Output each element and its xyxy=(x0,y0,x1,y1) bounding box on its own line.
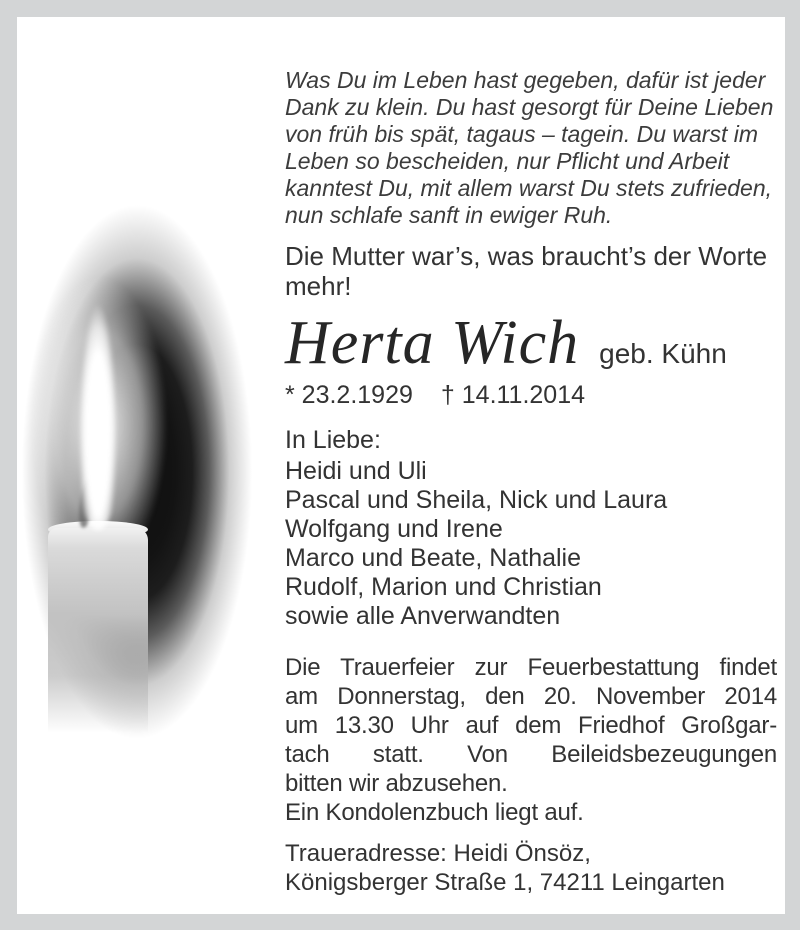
death-date: † 14.11.2014 xyxy=(440,381,586,409)
deceased-name: Herta Wich xyxy=(285,309,580,377)
mourner-line: Marco und Beate, Nathalie xyxy=(285,544,582,572)
epitaph-line: von früh bis spät, tagaus – tagein. Du warst im xyxy=(285,121,759,147)
burning-candle-photo xyxy=(17,160,269,752)
address-line: Königsberger Straße 1, 74211 Leingarten xyxy=(285,869,725,896)
epitaph-verse xyxy=(285,67,777,229)
birth-date: * 23.2.1929 xyxy=(285,381,413,409)
funeral-line: Die Trauerfeier zur Feuerbestattung findet xyxy=(285,654,777,681)
epitaph-line: Was Du im Leben hast gegeben, dafür ist jeder xyxy=(285,67,766,93)
salutation: In Liebe: xyxy=(285,426,381,454)
address-line: Traueradresse: Heidi Önsöz, xyxy=(285,840,591,867)
mourner-line: sowie alle Anverwandten xyxy=(285,602,561,630)
mourner-line: Pascal und Sheila, Nick und Laura xyxy=(285,486,668,514)
condolence-book-line: Ein Kondolenzbuch liegt auf. xyxy=(285,799,584,826)
tribute-text xyxy=(285,241,777,301)
life-dates xyxy=(285,381,777,411)
epitaph-line: Dank zu klein. Du hast gesorgt für Deine Lieben xyxy=(285,94,774,120)
epitaph-line: kanntest Du, mit allem warst Du stets zufrieden, xyxy=(285,175,773,201)
funeral-line: um 13.30 Uhr auf dem Friedhof Großgar- xyxy=(285,712,777,739)
funeral-line: bitten wir abzusehen. xyxy=(285,770,508,797)
mourning-address xyxy=(285,839,777,897)
mourner-line: Rudolf, Marion und Christian xyxy=(285,573,602,601)
paper-background xyxy=(17,17,785,914)
mourners-list xyxy=(285,457,777,631)
funeral-information xyxy=(285,653,777,827)
maiden-name: geb. Kühn xyxy=(599,338,727,369)
epitaph-line: nun schlafe sanft in ewiger Ruh. xyxy=(285,202,613,228)
tribute-line: Die Mutter war’s, was braucht’s der Worte xyxy=(285,241,768,271)
deceased-name-row xyxy=(285,311,777,375)
epitaph-line: Leben so bescheiden, nur Pflicht und Arbeit xyxy=(285,148,730,174)
tribute-line: mehr! xyxy=(285,271,352,301)
funeral-line: tach statt. Von Beileidsbezeugungen xyxy=(285,741,777,768)
candle-body xyxy=(48,528,148,733)
funeral-line: am Donnerstag, den 20. November 2014 xyxy=(285,683,777,710)
mourner-line: Heidi und Uli xyxy=(285,457,427,485)
obituary-text-column xyxy=(285,67,777,897)
mourner-line: Wolfgang und Irene xyxy=(285,515,503,543)
